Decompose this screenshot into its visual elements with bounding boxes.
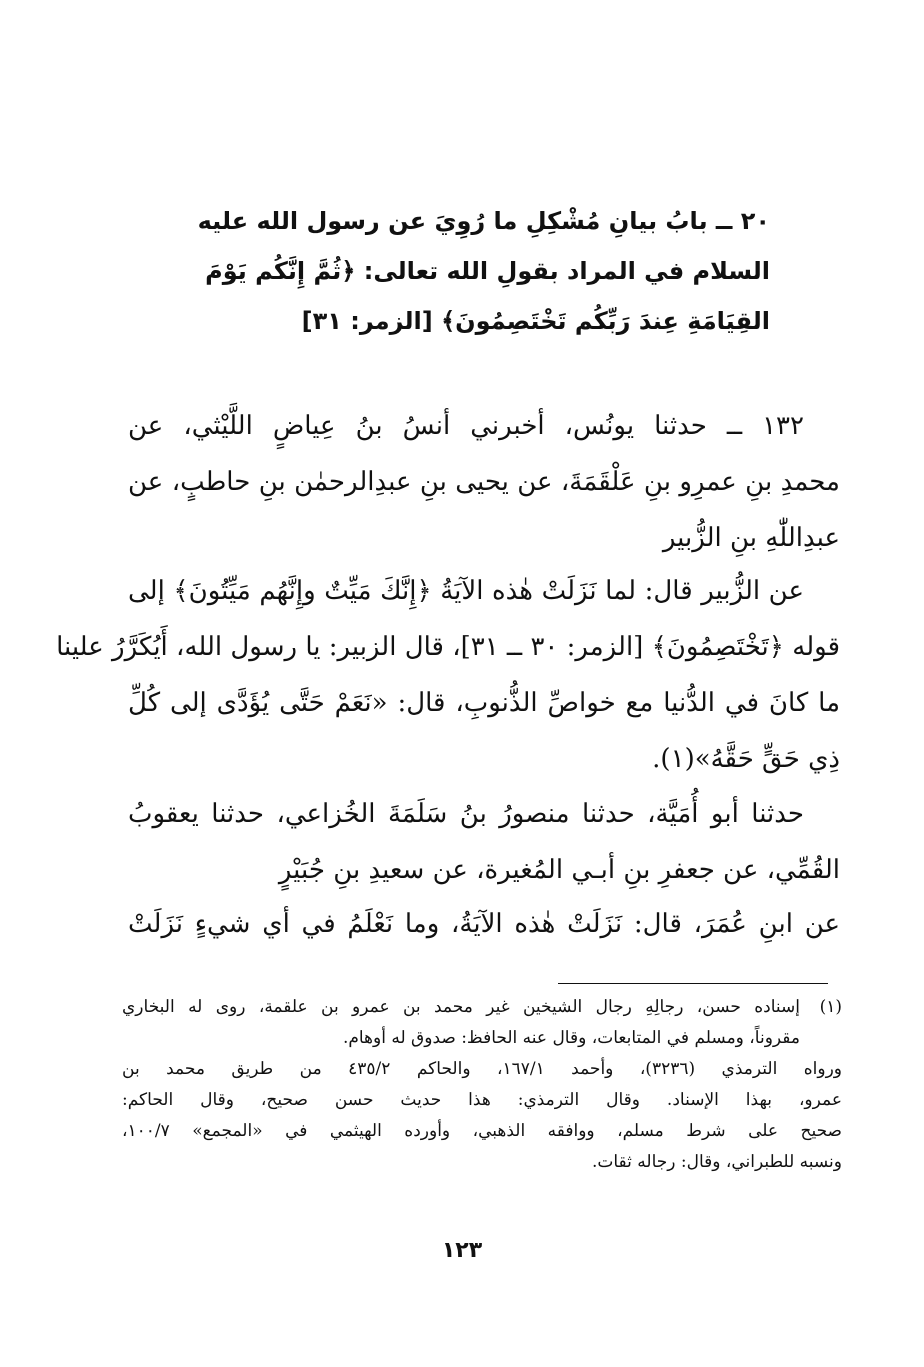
hadith-132-isnad <box>128 398 840 566</box>
text-line: محمدِ بنِ عمرِو بنِ عَلْقَمَةَ، عن يحيى بنِ عبدِالرحمٰن بنِ حاطبٍ، عن <box>128 467 840 497</box>
footnote-block <box>122 992 842 1178</box>
text-line: عن ابنِ عُمَرَ، قال: نَزَلَتْ هٰذه الآيَةُ، وما نَعْلَمُ في أي شيءٍ نَزَلَتْ <box>128 909 840 939</box>
footnote-line: عمرو، بهذا الإسناد. وقال الترمذي: هذا حديث حسن صحيح، وقال الحاكم: <box>122 1090 842 1110</box>
text-line: عبدِاللّٰهِ بنِ الزُّبير <box>662 523 840 553</box>
footnote-line: ورواه الترمذي (٣٢٣٦)، وأحمد ١٦٧/١، والحاكم ٤٣٥/٢ من طريق محمد بن <box>122 1059 842 1079</box>
chapter-heading-line: السلام في المراد بقولِ الله تعالى: ﴿ثُمَّ إِنَّكُم يَوْمَ <box>205 257 770 285</box>
footnote-line: إسناده حسن، رجالِهِ رجال الشيخين غير محمد بن عمرو بن علقمة، روى له البخاري <box>122 997 800 1017</box>
chapter-heading-line: ٢٠ ــ بابُ بيانِ مُشْكِلِ ما رُوِيَ عن رسول الله عليه <box>197 207 770 235</box>
text-line: عن الزُّبير قال: لما نَزَلَتْ هٰذه الآيَةُ ﴿إِنَّكَ مَيِّتٌ وإِنَّهُم مَيِّتُونَ﴾ إلى <box>128 576 804 606</box>
hadith-matn <box>56 563 840 787</box>
footnote-line: ونسبه للطبراني، وقال: رجاله ثقات. <box>591 1152 842 1172</box>
text-line: ١٣٢ ــ حدثنا يونُس، أخبرني أنسُ بنُ عِياضٍ اللَّيْثي، عن <box>128 411 804 441</box>
footnote-separator <box>558 983 828 984</box>
page-number: ١٢٣ <box>441 1238 483 1263</box>
text-line: ما كانَ في الدُّنيا مع خواصِّ الذُّنوبِ، قال: «نَعَمْ حَتَّى يُؤَدَّى إلى كُلِّ <box>128 688 840 718</box>
chapter-heading-line: القِيَامَةِ عِندَ رَبِّكُم تَخْتَصِمُونَ﴾ [الزمر: ٣١] <box>301 307 770 335</box>
footnote-line: مقروناً، ومسلم في المتابعات، وقال عنه الحافظ: صدوق له أوهام. <box>342 1028 800 1048</box>
text-line: ذِي حَقٍّ حَقَّهُ»(١). <box>652 744 840 774</box>
text-line: القُمِّي، عن جعفرِ بنِ أبـي المُغيرة، عن سعيدِ بنِ جُبَيْرٍ <box>278 855 840 885</box>
text-line: قوله ﴿تَخْتَصِمُونَ﴾ [الزمر: ٣٠ ــ ٣١]، قال الزبير: يا رسول الله، أَيُكَرَّرُ علينا <box>56 632 840 662</box>
ibn-umar-narration <box>128 896 840 952</box>
second-isnad <box>128 786 840 898</box>
footnote-number: (١) <box>819 997 842 1017</box>
chapter-heading <box>197 196 770 346</box>
text-line: حدثنا أبو أُمَيَّة، حدثنا منصورُ بنُ سَلَمَةَ الخُزاعي، حدثنا يعقوبُ <box>128 799 804 829</box>
footnote-line: صحيح على شرط مسلم، ووافقه الذهبي، وأورده الهيثمي في «المجمع» ١٠٠/٧، <box>122 1121 842 1141</box>
